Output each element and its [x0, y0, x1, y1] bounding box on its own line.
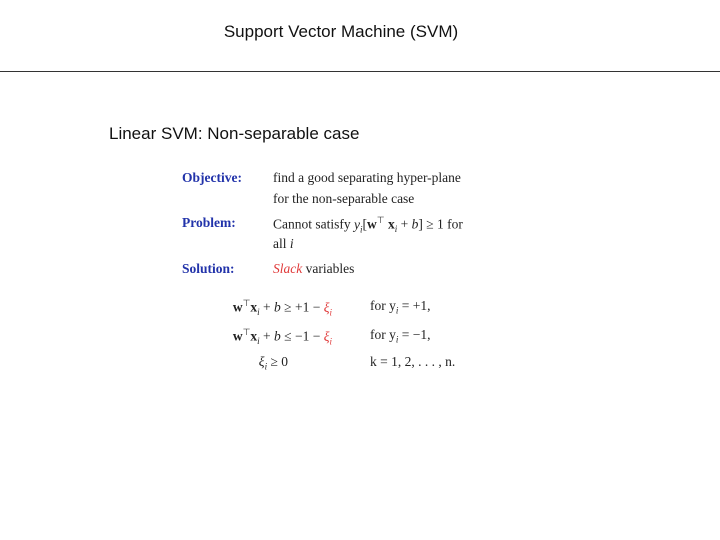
title-divider [0, 71, 720, 72]
equation-1-rhs: +1 − [294, 299, 321, 315]
problem-term: Problem: [182, 215, 236, 230]
problem-line-2-prefix: all [273, 236, 290, 251]
equation-1-value: = +1, [398, 298, 431, 313]
objective-term: Objective: [182, 170, 242, 185]
slack-word: Slack [273, 261, 303, 276]
equation-3-lhs: $\xi_i \ge 0$ [258, 354, 288, 372]
equation-2-rhs: −1 − [294, 328, 321, 344]
equation-3-bound: ≥ 0 [270, 354, 288, 369]
equation-2-for: for y [370, 327, 396, 342]
solution-line [273, 261, 354, 277]
equation-1-for: for y [370, 298, 396, 313]
equation-2-lhs: $w^⊤x_i + b \le -1 - \xi_i$ [232, 327, 332, 347]
equation-2-value: = −1, [398, 327, 431, 342]
equation-1-condition: for $y_i = +1$, [370, 298, 431, 316]
problem-line-2: all i [273, 236, 294, 251]
problem-line-1-prefix: Cannot satisfy [273, 216, 354, 232]
solution-term: Solution: [182, 261, 235, 276]
section-heading: Linear SVM: Non-separable case [109, 124, 360, 143]
objective-line-1: find a good separating hyper-plane [273, 170, 461, 185]
slide-title: Support Vector Machine (SVM) [223, 22, 459, 41]
solution-rest: variables [302, 261, 355, 276]
equation-3-condition: k = 1, 2, . . . , n. [370, 354, 456, 369]
equation-2-condition: for $y_i = -1$, [370, 327, 431, 345]
objective-line-2: for the non-separable case [273, 191, 415, 206]
problem-line-1: Cannot satisfy $y_i[w^⊤$ $x_i + b] \ge 1$ for [273, 215, 463, 235]
equation-1-lhs: $w^⊤x_i + b \ge +1 - \xi_i$ [232, 298, 332, 318]
